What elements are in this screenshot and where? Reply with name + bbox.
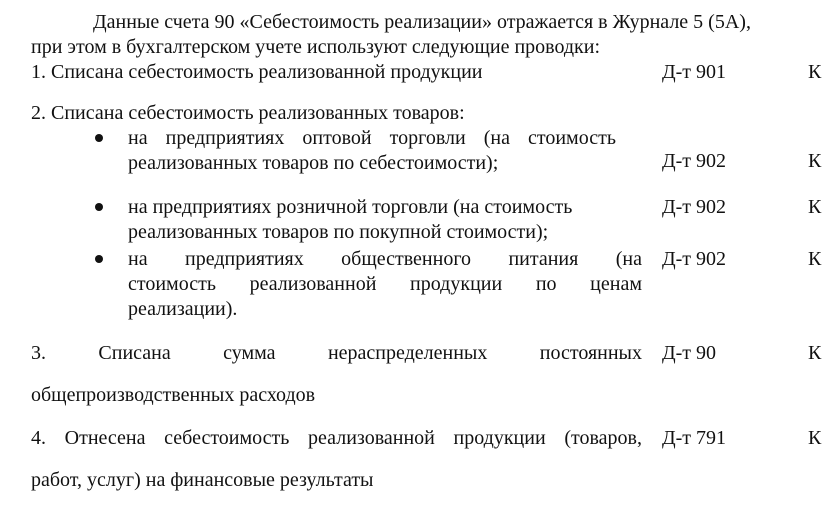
word: по (535, 273, 557, 295)
word: Списана (98, 342, 171, 364)
word: ценам (590, 273, 642, 295)
word: стоимость (528, 127, 616, 149)
entry-4-credit: К (808, 427, 822, 449)
sub-entry-catering-line-1 (128, 247, 642, 271)
sub-entry-catering-credit: К (808, 248, 822, 270)
word: сумма (223, 342, 276, 364)
entry-3-line-2: общепроизводственных расходов (31, 384, 316, 406)
word: на (128, 127, 148, 149)
word: (товаров, (564, 427, 642, 449)
entry-3-debit: Д-т 90 (662, 342, 717, 364)
entry-1-text: 1. Списана себестоимость реализованной продукции (31, 61, 483, 83)
sub-entry-catering-line-3: реализации). (128, 298, 238, 320)
word: реализованной (249, 273, 377, 295)
entry-4-debit: Д-т 791 (662, 427, 727, 449)
sub-entry-wholesale-credit: К (808, 150, 822, 172)
bullet-icon (95, 134, 103, 142)
word: оптовой (302, 127, 372, 149)
sub-entry-wholesale-line-2: реализованных товаров по себестоимости); (128, 152, 499, 174)
sub-entry-retail-line-2: реализованных товаров по покупной стоимости); (128, 221, 549, 243)
word: продукции (410, 273, 503, 295)
entry-1-debit: Д-т 901 (662, 61, 727, 83)
entry-4-line-1 (31, 426, 642, 450)
word: нераспределенных (327, 342, 488, 364)
word: общественного (341, 248, 472, 270)
entry-3-credit: К (808, 342, 822, 364)
word: 3. (31, 342, 46, 364)
word: (на (483, 127, 510, 149)
word: (на (615, 248, 642, 270)
sub-entry-wholesale-debit: Д-т 902 (662, 150, 727, 172)
sub-entry-catering-line-2 (128, 272, 642, 296)
word: стоимость (128, 273, 216, 295)
entry-4-line-2: работ, услуг) на финансовые результаты (31, 469, 374, 491)
word: себестоимость (164, 427, 290, 449)
sub-entry-retail-line-1: на предприятиях розничной торговли (на стоимость (128, 196, 573, 218)
intro-line-2: при этом в бухгалтерском учете используют следующие проводки: (31, 36, 601, 58)
word: 4. (31, 427, 46, 449)
bullet-icon (95, 255, 103, 263)
word: предприятиях (165, 127, 285, 149)
sub-entry-retail-credit: К (808, 196, 822, 218)
word: реализованной (308, 427, 435, 449)
sub-entry-wholesale-line-1 (128, 126, 616, 150)
entry-3-line-1 (31, 341, 642, 365)
sub-entry-catering-debit: Д-т 902 (662, 248, 727, 270)
sub-entry-retail-debit: Д-т 902 (662, 196, 727, 218)
word: Отнесена (64, 427, 146, 449)
word: торговли (389, 127, 466, 149)
entry-1-credit: К (808, 61, 822, 83)
word: питания (508, 248, 579, 270)
word: на (128, 248, 148, 270)
word: постоянных (539, 342, 642, 364)
bullet-icon (95, 203, 103, 211)
word: продукции (453, 427, 546, 449)
word: предприятиях (185, 248, 304, 270)
entry-2-text: 2. Списана себестоимость реализованных товаров: (31, 102, 465, 124)
intro-line-1: Данные счета 90 «Себестоимость реализации» отражается в Журнале 5 (5А), (93, 11, 751, 33)
